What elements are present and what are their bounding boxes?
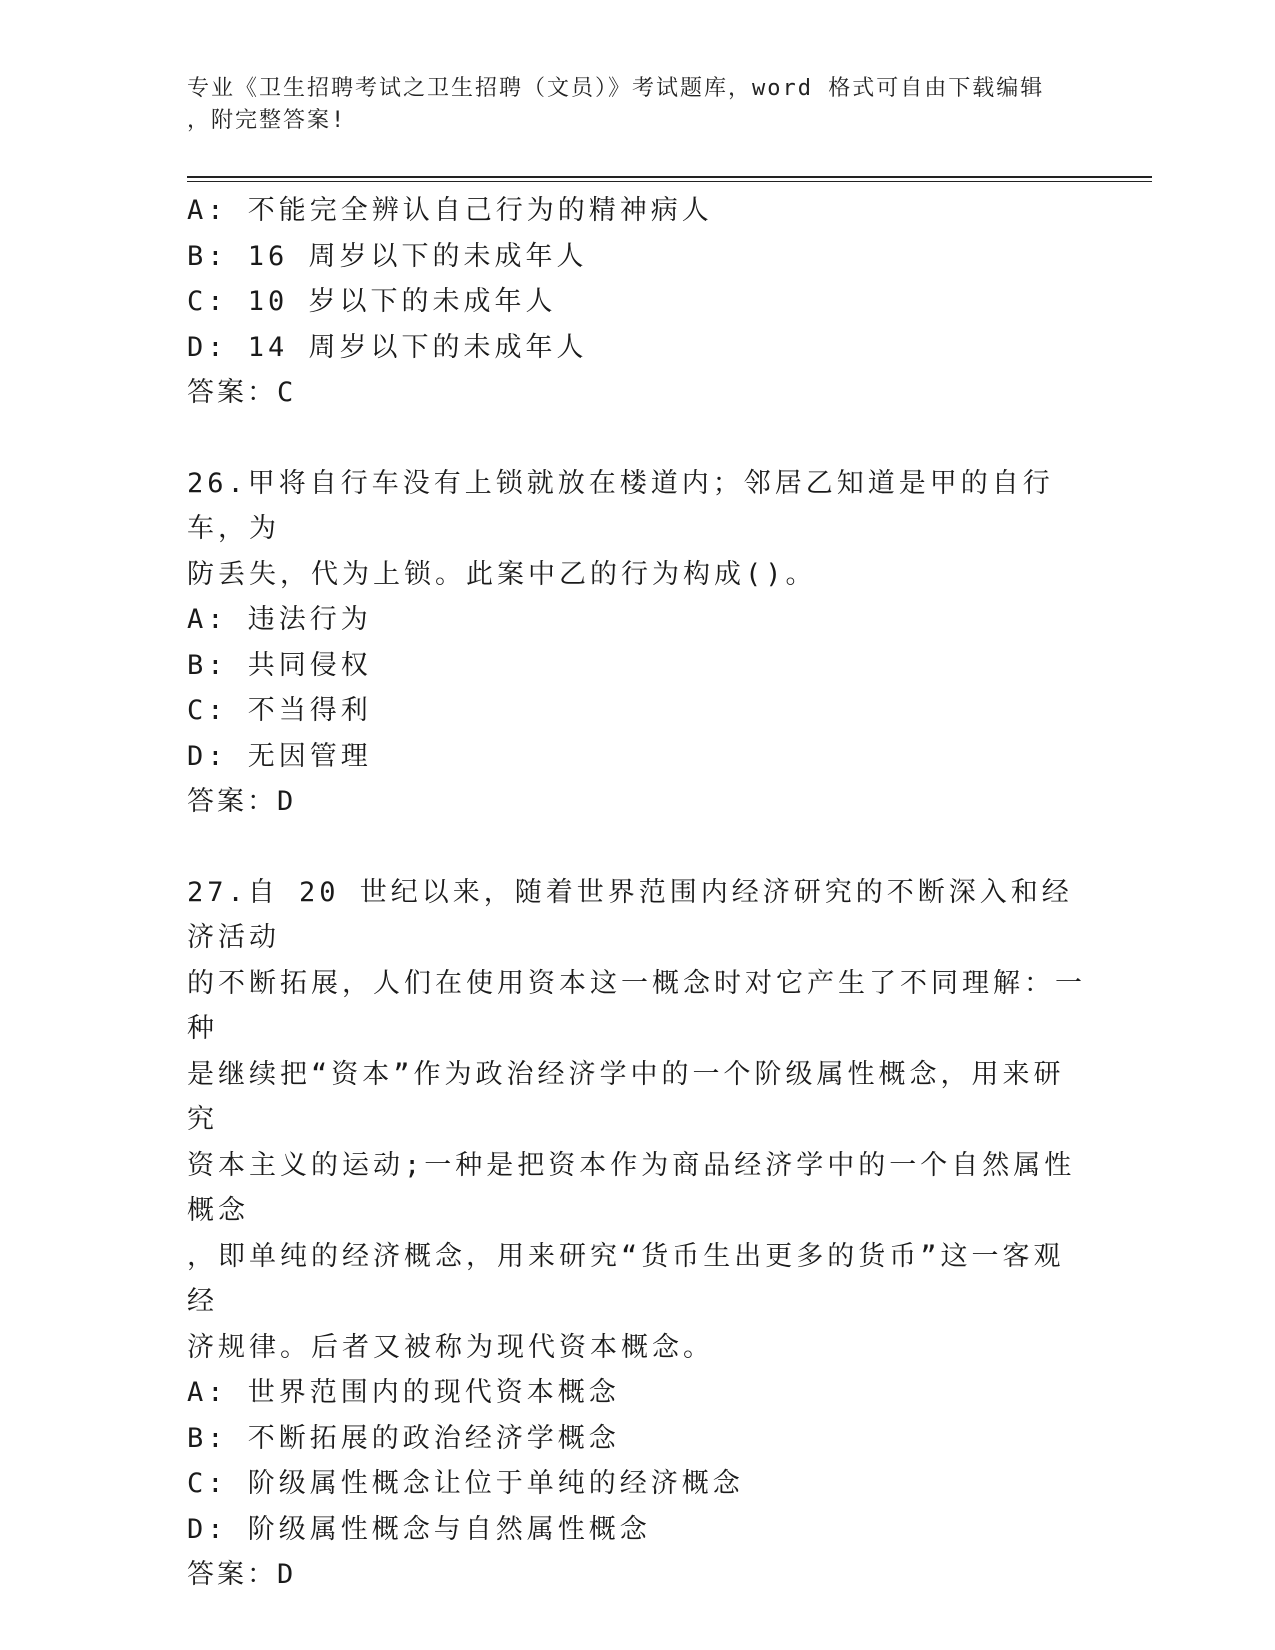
question-stem-line: 济规律。后者又被称为现代资本概念。 — [187, 1331, 714, 1363]
question-stem-line: 防丢失，代为上锁。此案中乙的行为构成()。 — [187, 558, 817, 590]
option-b: B: 16 周岁以下的未成年人 — [187, 240, 588, 272]
header-divider-thin — [187, 181, 1152, 182]
answer-line: 答案：D — [187, 1559, 297, 1590]
option-b: B: 不断拓展的政治经济学概念 — [187, 1422, 620, 1454]
option-c: C: 不当得利 — [187, 695, 372, 726]
question-27 — [187, 870, 1087, 1598]
option-d: D: 阶级属性概念与自然属性概念 — [187, 1513, 651, 1545]
option-a: A: 不能完全辨认自己行为的精神病人 — [187, 195, 713, 226]
question-stem-line: 资本主义的运动;一种是把资本作为商品经济学中的一个自然属性概念 — [187, 1149, 1076, 1226]
question-stem-line: 26.甲将自行车没有上锁就放在楼道内；邻居乙知道是甲的自行车，为 — [187, 467, 1054, 544]
question-stem-line: 是继续把“资本”作为政治经济学中的一个阶级属性概念，用来研究 — [187, 1058, 1065, 1135]
answer-line: 答案：D — [187, 786, 297, 817]
header-divider-thick — [187, 176, 1152, 178]
question-stem-line: 的不断拓展，人们在使用资本这一概念时对它产生了不同理解：一种 — [187, 967, 1086, 1044]
question-content — [187, 188, 1087, 1598]
question-26 — [187, 461, 1087, 825]
spacer — [187, 825, 1087, 870]
question-stem-line: ，即单纯的经济概念，用来研究“货币生出更多的货币”这一客观经 — [187, 1240, 1065, 1317]
spacer — [187, 416, 1087, 461]
document-header — [187, 73, 1067, 137]
option-a: A: 违法行为 — [187, 604, 372, 635]
option-b: B: 共同侵权 — [187, 649, 372, 681]
header-line-2: ，附完整答案! — [187, 108, 347, 133]
question-25 — [187, 188, 1087, 416]
question-stem-line: 27.自 20 世纪以来，随着世界范围内经济研究的不断深入和经济活动 — [187, 876, 1073, 953]
answer-line: 答案：C — [187, 377, 297, 408]
option-d: D: 14 周岁以下的未成年人 — [187, 331, 588, 363]
option-c: C: 阶级属性概念让位于单纯的经济概念 — [187, 1468, 744, 1499]
option-c: C: 10 岁以下的未成年人 — [187, 286, 557, 317]
header-line-1: 专业《卫生招聘考试之卫生招聘（文员）》考试题库，word 格式可自由下载编辑 — [187, 76, 1045, 101]
option-a: A: 世界范围内的现代资本概念 — [187, 1377, 620, 1408]
option-d: D: 无因管理 — [187, 740, 372, 772]
